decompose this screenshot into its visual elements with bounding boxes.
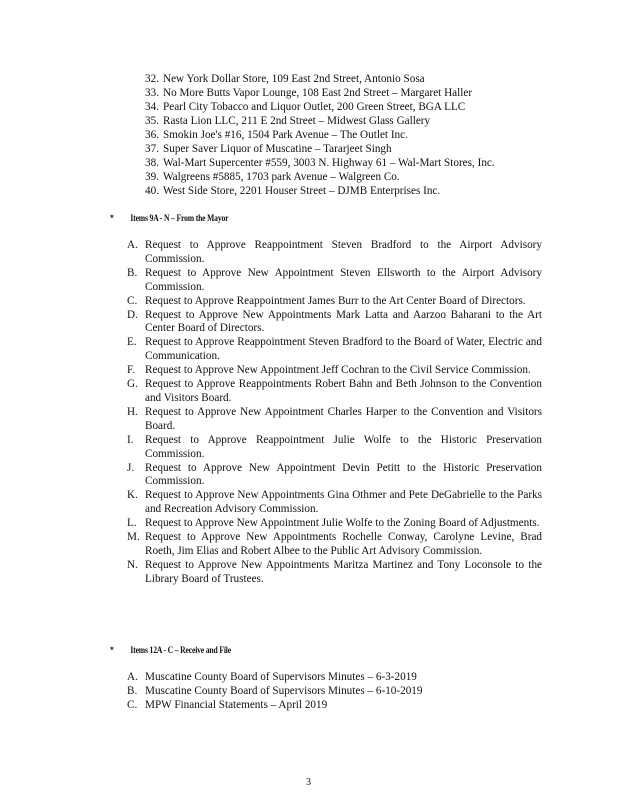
list-item xyxy=(127,671,542,685)
item-number: 35. xyxy=(145,115,159,127)
heading-text: Items 9A - N – From the Mayor xyxy=(130,213,229,223)
item-text: Request to Approve Reappointment Steven Bradford to the Airport Advisory Commission. xyxy=(145,239,542,265)
item-text: New York Dollar Store, 109 East 2nd Street, Antonio Sosa xyxy=(163,73,425,85)
list-item xyxy=(145,72,495,86)
list-item xyxy=(145,170,495,184)
list-item xyxy=(145,86,495,100)
item-letter: G. xyxy=(127,378,138,391)
item-text: Request to Approve New Appointments Gina Othmer and Pete DeGabrielle to the Parks and Recreation Advisory Commission. xyxy=(145,489,542,516)
item-text: Request to Approve New Appointments Mark Latta and Aarzoo Baharani to the Art Center Board of Directors. xyxy=(145,308,542,335)
item-letter: B. xyxy=(127,266,138,279)
item-text: Request to Approve Reappointments Robert Bahn and Beth Johnson to the Convention and Visitors Board. xyxy=(145,378,542,404)
item-letter: A. xyxy=(127,671,138,683)
item-text: MPW Financial Statements – April 2019 xyxy=(145,698,328,711)
item-text: Rasta Lion LLC, 211 E 2nd Street – Midwest Glass Gallery xyxy=(163,115,431,127)
list-item xyxy=(127,434,542,462)
list-item xyxy=(127,267,542,295)
list-item xyxy=(127,406,542,434)
list-item xyxy=(127,462,542,490)
item-text: Pearl City Tobacco and Liquor Outlet, 200 Green Street, BGA LLC xyxy=(163,101,466,113)
bullet: * xyxy=(110,213,114,223)
item-number: 34. xyxy=(145,101,159,113)
item-letter: E. xyxy=(127,336,137,349)
list-item xyxy=(145,142,495,156)
item-letter: K. xyxy=(127,489,138,502)
list-item xyxy=(145,156,495,170)
list-item xyxy=(127,336,542,364)
license-list xyxy=(145,72,495,198)
item-text: Request to Approve Reappointment James Burr to the Art Center Board of Directors. xyxy=(145,294,526,307)
heading-text: Items 12A - C – Receive and File xyxy=(130,645,231,655)
item-text: Muscatine County Board of Supervisors Minutes – 6-3-2019 xyxy=(145,671,417,683)
item-text: Request to Approve Reappointment Steven Bradford to the Board of Water, Electric and Communication. xyxy=(145,336,542,363)
item-letter: I. xyxy=(127,433,134,446)
item-letter: N. xyxy=(127,558,138,571)
item-text: Request to Approve Reappointment Julie Wolfe to the Historic Preservation Commission. xyxy=(145,433,542,460)
list-item xyxy=(127,699,542,713)
item-letter: H. xyxy=(127,405,138,418)
bullet: * xyxy=(110,645,114,655)
list-item xyxy=(127,517,542,531)
list-item xyxy=(127,378,542,406)
item-letter: C. xyxy=(127,294,138,307)
item-text: Request to Approve New Appointment Julie Wolfe to the Zoning Board of Adjustments. xyxy=(145,517,540,530)
item-letter: D. xyxy=(127,308,138,321)
item-text: Wal-Mart Supercenter #559, 3003 N. Highway 61 – Wal-Mart Stores, Inc. xyxy=(163,157,495,169)
list-item xyxy=(145,128,495,142)
item-text: No More Butts Vapor Lounge, 108 East 2nd Street – Margaret Haller xyxy=(163,87,473,99)
item-text: West Side Store, 2201 Houser Street – DJMB Enterprises Inc. xyxy=(163,185,441,197)
list-item xyxy=(127,364,542,378)
page-number: 3 xyxy=(306,777,311,788)
section-heading-receive-file xyxy=(110,645,231,655)
item-number: 36. xyxy=(145,129,159,141)
list-item xyxy=(127,239,542,267)
item-number: 33. xyxy=(145,87,159,99)
list-item xyxy=(127,559,542,587)
item-text: Request to Approve New Appointment Devin Petitt to the Historic Preservation Commission. xyxy=(145,461,542,488)
list-item xyxy=(145,114,495,128)
list-item xyxy=(145,100,495,114)
item-number: 38. xyxy=(145,157,159,169)
item-letter: M. xyxy=(127,531,140,544)
item-letter: A. xyxy=(127,239,138,251)
mayor-items-list xyxy=(127,239,542,587)
receive-file-list xyxy=(127,671,542,713)
item-text: Request to Approve New Appointments Maritza Martinez and Tony Loconsole to the Library Board of Trustees. xyxy=(145,558,542,585)
item-text: Request to Approve New Appointments Rochelle Conway, Carolyne Levine, Brad Roeth, Jim Elias and Robert Albee to the Public Art Advisory Commission. xyxy=(145,531,542,557)
item-number: 32. xyxy=(145,73,159,85)
item-text: Smokin Joe's #16, 1504 Park Avenue – The Outlet Inc. xyxy=(163,129,408,141)
item-letter: B. xyxy=(127,684,138,697)
item-number: 37. xyxy=(145,143,159,155)
list-item xyxy=(127,489,542,517)
list-item xyxy=(127,531,542,559)
item-text: Request to Approve New Appointment Jeff Cochran to the Civil Service Commission. xyxy=(145,364,531,377)
item-letter: L. xyxy=(127,517,137,530)
item-text: Walgreens #5885, 1703 park Avenue – Walgreen Co. xyxy=(163,171,400,183)
item-text: Muscatine County Board of Supervisors Minutes – 6-10-2019 xyxy=(145,684,423,697)
item-letter: C. xyxy=(127,698,138,711)
item-text: Request to Approve New Appointment Steven Ellsworth to the Airport Advisory Commission. xyxy=(145,266,542,293)
item-number: 40. xyxy=(145,185,159,197)
list-item xyxy=(127,295,542,309)
list-item xyxy=(145,184,495,198)
item-text: Request to Approve New Appointment Charles Harper to the Convention and Visitors Board. xyxy=(145,405,542,432)
list-item xyxy=(127,309,542,337)
list-item xyxy=(127,685,542,699)
item-number: 39. xyxy=(145,171,159,183)
section-heading-mayor xyxy=(110,213,228,223)
item-text: Super Saver Liquor of Muscatine – Tararjeet Singh xyxy=(163,143,392,155)
item-letter: F. xyxy=(127,364,136,377)
item-letter: J. xyxy=(127,461,135,474)
